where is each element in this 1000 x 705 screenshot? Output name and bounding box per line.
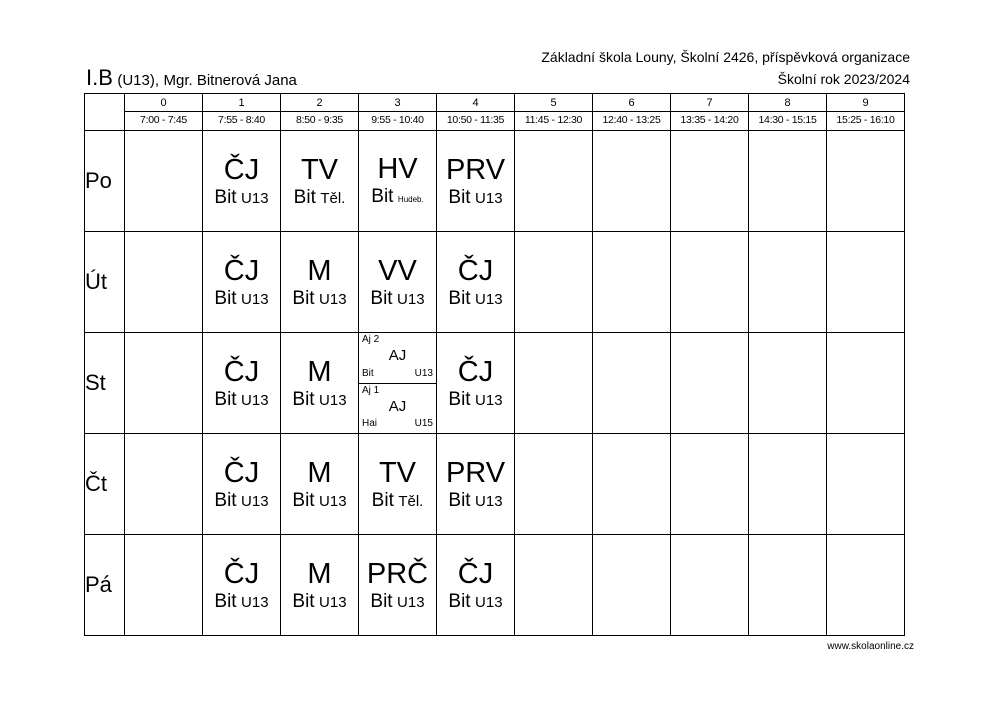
empty-cell xyxy=(593,333,671,434)
day-label: Po xyxy=(85,131,125,232)
lesson xyxy=(281,255,358,310)
period-number: 9 xyxy=(827,94,904,112)
lesson-cell xyxy=(359,434,437,535)
lesson-teacher: Bit xyxy=(448,489,471,511)
lesson-info xyxy=(203,390,280,411)
empty-cell xyxy=(125,535,203,636)
lesson-subject: TV xyxy=(300,153,339,186)
lesson xyxy=(359,457,436,512)
day-row xyxy=(85,333,905,434)
lesson-subject: PRČ xyxy=(366,557,429,590)
lesson-teacher: Bit xyxy=(448,287,471,309)
lesson xyxy=(203,154,280,209)
lesson-subject: M xyxy=(307,557,332,590)
period-header-8 xyxy=(749,94,827,131)
lesson xyxy=(281,558,358,613)
lesson-room: U13 xyxy=(319,391,347,409)
lesson-subject: ČJ xyxy=(223,153,260,186)
empty-cell xyxy=(827,535,905,636)
period-header-4 xyxy=(437,94,515,131)
period-time: 7:55 - 8:40 xyxy=(218,114,265,126)
empty-cell xyxy=(593,434,671,535)
empty-cell xyxy=(671,535,749,636)
period-time: 15:25 - 16:10 xyxy=(836,114,895,126)
lesson-subject: ČJ xyxy=(223,254,260,287)
period-number: 4 xyxy=(437,94,514,112)
lesson-room: U13 xyxy=(397,593,425,611)
lesson-info xyxy=(437,188,514,209)
day-row xyxy=(85,232,905,333)
lesson-subject: VV xyxy=(378,254,417,287)
lesson-subject: PRV xyxy=(445,456,506,489)
lesson-cell xyxy=(437,535,515,636)
lesson-info xyxy=(359,592,436,613)
lesson-subject: ČJ xyxy=(223,557,260,590)
lesson-cell xyxy=(437,131,515,232)
lesson-subject: M xyxy=(307,355,332,388)
empty-cell xyxy=(515,434,593,535)
lesson-info xyxy=(203,188,280,209)
lesson-info xyxy=(359,187,436,210)
lesson-teacher: Bit xyxy=(448,388,471,410)
lesson-room: U13 xyxy=(241,189,269,207)
lesson-teacher: Bit xyxy=(370,287,393,309)
lesson-info xyxy=(281,289,358,310)
lesson-cell xyxy=(203,232,281,333)
period-header-6 xyxy=(593,94,671,131)
lesson-teacher: Bit xyxy=(371,185,394,207)
lesson-info xyxy=(437,592,514,613)
lesson-room: U13 xyxy=(319,492,347,510)
empty-cell xyxy=(827,333,905,434)
lesson-teacher: Bit xyxy=(214,388,237,410)
lesson-room: U13 xyxy=(241,492,269,510)
day-label: Čt xyxy=(85,434,125,535)
lesson xyxy=(203,255,280,310)
lesson-teacher: Bit xyxy=(214,186,237,208)
lesson-room: U13 xyxy=(475,290,503,308)
empty-cell xyxy=(593,131,671,232)
period-time: 11:45 - 12:30 xyxy=(524,114,583,126)
lesson xyxy=(437,255,514,310)
lesson-cell xyxy=(203,535,281,636)
lesson-info xyxy=(281,592,358,613)
group-teacher: Hai xyxy=(362,418,378,429)
period-number: 0 xyxy=(125,94,202,112)
lesson xyxy=(281,154,358,209)
empty-cell xyxy=(671,434,749,535)
period-header-1 xyxy=(203,94,281,131)
lesson-info xyxy=(281,188,358,209)
lesson xyxy=(203,356,280,411)
group-subject: AJ xyxy=(388,397,407,415)
lesson-teacher: Bit xyxy=(448,186,471,208)
day-label: Pá xyxy=(85,535,125,636)
lesson-subject: ČJ xyxy=(223,456,260,489)
lesson-info xyxy=(437,289,514,310)
empty-cell xyxy=(125,333,203,434)
empty-cell xyxy=(515,333,593,434)
class-home-room: (U13), xyxy=(117,72,160,89)
lesson xyxy=(437,356,514,411)
lesson-room: U13 xyxy=(475,189,503,207)
lesson-cell xyxy=(359,131,437,232)
period-time: 13:35 - 14:20 xyxy=(680,114,739,126)
lesson-teacher: Bit xyxy=(292,388,315,410)
lesson-teacher: Bit xyxy=(214,287,237,309)
lesson xyxy=(203,457,280,512)
lesson-subject: ČJ xyxy=(457,355,494,388)
lesson-teacher: Bit xyxy=(292,287,315,309)
lesson-subject: ČJ xyxy=(223,355,260,388)
empty-cell xyxy=(125,232,203,333)
period-number: 1 xyxy=(203,94,280,112)
period-header-9 xyxy=(827,94,905,131)
lesson xyxy=(203,558,280,613)
empty-cell xyxy=(125,131,203,232)
lesson xyxy=(359,153,436,210)
lesson-info xyxy=(437,491,514,512)
lesson-cell xyxy=(203,434,281,535)
lesson-teacher: Bit xyxy=(214,489,237,511)
lesson-room: U13 xyxy=(241,391,269,409)
lesson-teacher: Bit xyxy=(448,590,471,612)
period-number: 6 xyxy=(593,94,670,112)
lesson xyxy=(359,558,436,613)
period-header-0 xyxy=(125,94,203,131)
period-time: 8:50 - 9:35 xyxy=(296,114,343,126)
footer-website: www.skolaonline.cz xyxy=(827,641,914,652)
lesson-teacher: Bit xyxy=(214,590,237,612)
lesson-info xyxy=(203,491,280,512)
lesson-cell xyxy=(359,232,437,333)
group-room: U15 xyxy=(414,418,433,429)
lesson-room: U13 xyxy=(241,290,269,308)
corner-cell xyxy=(85,94,125,131)
lesson-subject: PRV xyxy=(445,153,506,186)
lesson-cell xyxy=(281,131,359,232)
class-title xyxy=(86,66,297,93)
lesson-cell xyxy=(437,333,515,434)
empty-cell xyxy=(827,434,905,535)
empty-cell xyxy=(671,232,749,333)
period-time: 14:30 - 15:15 xyxy=(758,114,817,126)
empty-cell xyxy=(749,131,827,232)
lesson-cell xyxy=(281,434,359,535)
empty-cell xyxy=(749,535,827,636)
period-time: 10:50 - 11:35 xyxy=(446,114,505,126)
lesson-teacher: Bit xyxy=(292,489,315,511)
lesson-room: U13 xyxy=(475,593,503,611)
lesson-info xyxy=(281,491,358,512)
period-header-row xyxy=(85,94,905,131)
group-room: U13 xyxy=(414,367,433,379)
lesson-info xyxy=(203,289,280,310)
empty-cell xyxy=(827,131,905,232)
lesson-room: Hudeb. xyxy=(397,194,424,204)
lesson-cell xyxy=(203,131,281,232)
lesson-room: U13 xyxy=(319,290,347,308)
lesson-subject: M xyxy=(307,254,332,287)
period-header-7 xyxy=(671,94,749,131)
empty-cell xyxy=(593,535,671,636)
lesson xyxy=(437,154,514,209)
lesson xyxy=(281,356,358,411)
lesson-info xyxy=(359,289,436,310)
lesson xyxy=(437,558,514,613)
period-number: 3 xyxy=(359,94,436,112)
group-name: Aj 2 xyxy=(362,334,380,345)
lesson-cell xyxy=(437,434,515,535)
lesson-room: U13 xyxy=(241,593,269,611)
lesson-room: U13 xyxy=(475,492,503,510)
lesson-cell xyxy=(281,232,359,333)
empty-cell xyxy=(749,333,827,434)
school-year: Školní rok 2023/2024 xyxy=(777,71,910,87)
group-lesson xyxy=(359,383,436,434)
period-number: 2 xyxy=(281,94,358,112)
empty-cell xyxy=(671,131,749,232)
period-number: 8 xyxy=(749,94,826,112)
class-teacher: Mgr. Bitnerová Jana xyxy=(163,72,297,89)
period-time: 9:55 - 10:40 xyxy=(371,114,424,126)
lesson xyxy=(437,457,514,512)
lesson-cell xyxy=(281,333,359,434)
empty-cell xyxy=(671,333,749,434)
day-label: St xyxy=(85,333,125,434)
period-header-3 xyxy=(359,94,437,131)
timetable-body xyxy=(85,131,905,636)
lesson-teacher: Bit xyxy=(370,590,393,612)
class-name: I.B xyxy=(86,65,113,90)
school-name: Základní škola Louny, Školní 2426, příspěvková organizace xyxy=(541,49,910,65)
lesson xyxy=(281,457,358,512)
lesson-subject: HV xyxy=(377,152,418,185)
lesson-teacher: Bit xyxy=(371,489,394,511)
period-time: 12:40 - 13:25 xyxy=(602,114,661,126)
empty-cell xyxy=(515,535,593,636)
day-row xyxy=(85,131,905,232)
lesson-info xyxy=(281,390,358,411)
lesson-teacher: Bit xyxy=(292,590,315,612)
lesson-room: U13 xyxy=(475,391,503,409)
empty-cell xyxy=(515,131,593,232)
lesson-subject: TV xyxy=(378,456,417,489)
lesson-cell xyxy=(359,535,437,636)
empty-cell xyxy=(125,434,203,535)
period-time: 7:00 - 7:45 xyxy=(140,114,187,126)
period-header-5 xyxy=(515,94,593,131)
lesson xyxy=(359,255,436,310)
lesson-room: Těl. xyxy=(320,189,346,207)
lesson-room: Těl. xyxy=(398,492,424,510)
lesson-teacher: Bit xyxy=(293,186,316,208)
day-row xyxy=(85,434,905,535)
lesson-info xyxy=(359,491,436,512)
period-number: 7 xyxy=(671,94,748,112)
lesson-cell xyxy=(281,535,359,636)
period-number: 5 xyxy=(515,94,592,112)
group-lesson xyxy=(359,333,436,383)
lesson-subject: ČJ xyxy=(457,557,494,590)
group-split xyxy=(359,333,436,433)
empty-cell xyxy=(827,232,905,333)
lesson-cell xyxy=(203,333,281,434)
empty-cell xyxy=(749,232,827,333)
empty-cell xyxy=(593,232,671,333)
lesson-room: U13 xyxy=(397,290,425,308)
lesson-info xyxy=(203,592,280,613)
empty-cell xyxy=(515,232,593,333)
timetable xyxy=(84,93,905,636)
group-name: Aj 1 xyxy=(362,384,380,396)
group-subject: AJ xyxy=(388,347,407,364)
lesson-subject: M xyxy=(307,456,332,489)
lesson-info xyxy=(437,390,514,411)
period-header-2 xyxy=(281,94,359,131)
lesson-cell xyxy=(437,232,515,333)
day-row xyxy=(85,535,905,636)
lesson-room: U13 xyxy=(319,593,347,611)
day-label: Út xyxy=(85,232,125,333)
split-lesson-cell xyxy=(359,333,437,434)
group-teacher: Bit xyxy=(362,367,374,379)
lesson-subject: ČJ xyxy=(457,254,494,287)
empty-cell xyxy=(749,434,827,535)
